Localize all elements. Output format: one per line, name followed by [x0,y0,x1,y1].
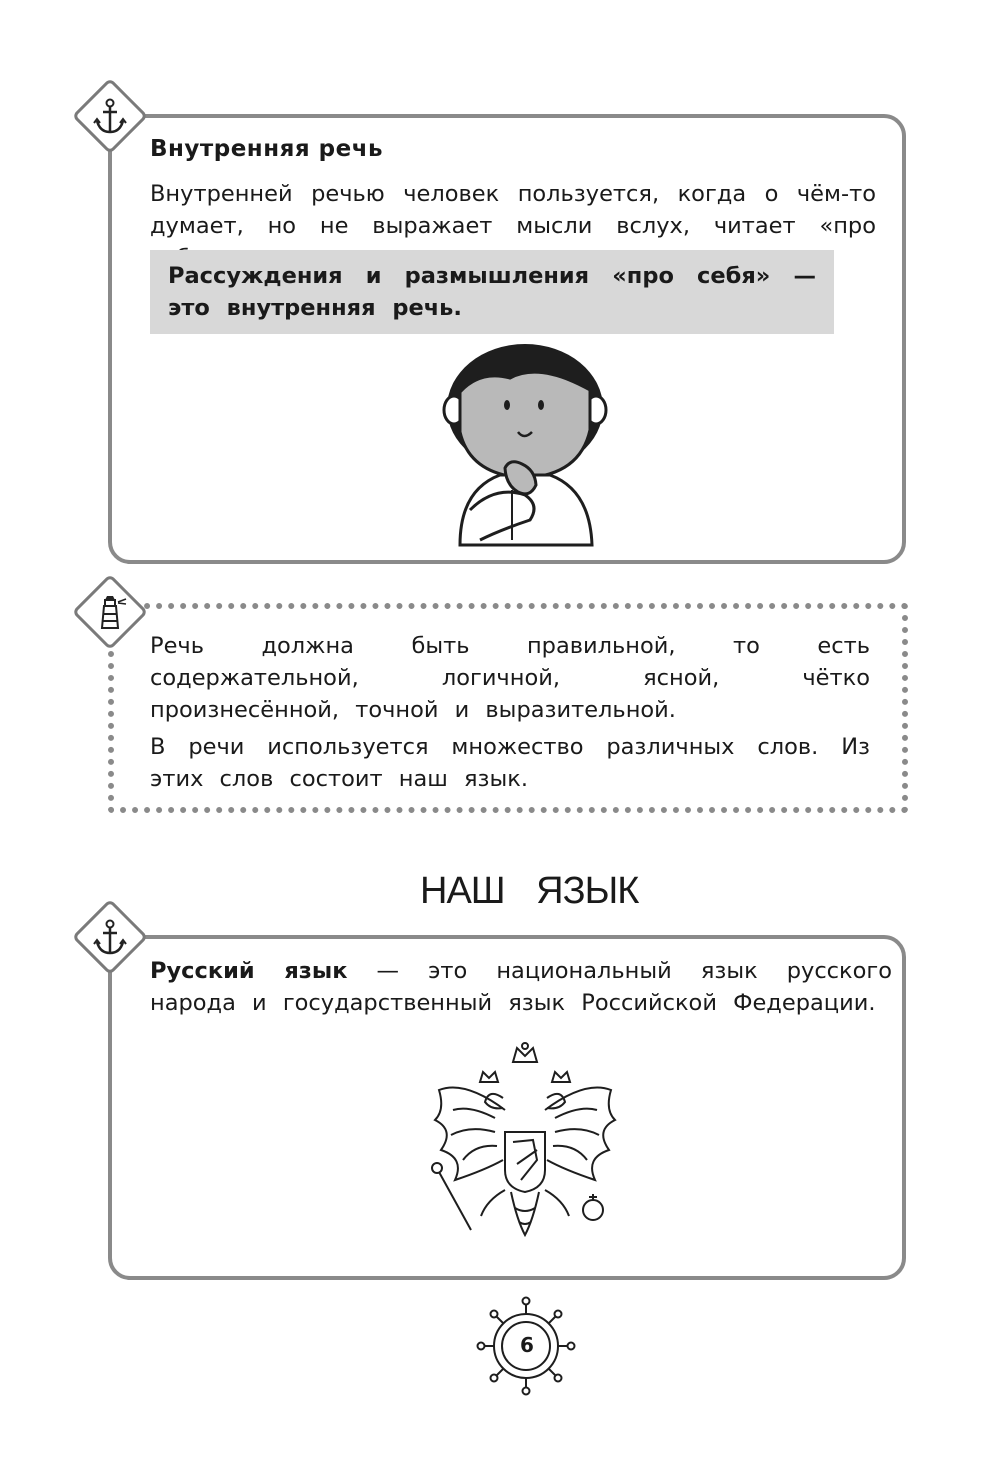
lighthouse-icon [80,582,140,642]
coat-of-arms-illustration [425,1040,625,1250]
section-title: НАШ ЯЗЫК [420,870,639,912]
russian-language-term: Русский язык [150,958,348,984]
russian-language-text [150,955,892,1019]
page-number: 6 [520,1333,534,1357]
thinking-boy-illustration [440,340,610,550]
anchor-icon [80,86,140,146]
inner-speech-heading: Внутренняя речь [150,136,384,162]
inner-speech-text: Внутренней речью человек пользуется, когда о чём-то думает, но не выражает мысли вслух, читает «про [150,181,876,239]
inner-speech-definition: Рассуждения и размышления «про себя» — это внутренняя речь. [150,250,834,334]
speech-rules-text-2: В речи используется множество различных слов. Из этих слов состоит наш язык. [150,734,870,792]
speech-rules-text-1: Речь должна быть правильной, то есть содержательной, логичной, ясной, чётко произнесённой, точной и выразительной. [150,633,870,723]
anchor-icon [80,907,140,967]
russian-language-definition: — это национальный язык русского народа и государственный язык Российской Федерации. [150,958,892,1016]
